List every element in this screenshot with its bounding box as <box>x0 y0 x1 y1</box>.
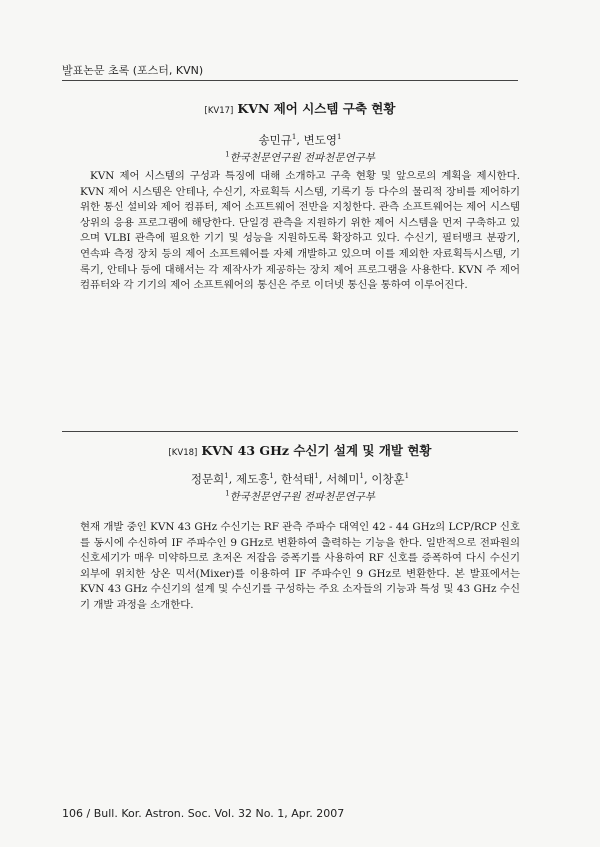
author-affil-mark: 1 <box>224 472 229 481</box>
author-name: 송민규 <box>258 133 292 147</box>
abstract-body: KVN 제어 시스템의 구성과 특징에 대해 소개하고 구축 현황 및 앞으로의 계획을 제시한다. KVN 제어 시스템은 안테나, 수신기, 자료획득 시스템, 기록기 등 다수의 물리적 장비를 제어하기 위한 통신 설비와 제어 컴퓨터, 제어 소프트웨어 전반을 지칭한다. 관측 소프트웨어는 제어 시스템 상위의 응용 프로그램에 해당한다. 단일경 관측을 지원하기 위한 제어 시스템을 먼저 구축하고 있으며 VLBI 관측에 필요한 기기 및 성능을 지원하도록 확장하고 있다. 수신기, 필터뱅크 분광기, 연속파 측정 장치 등의 제어 소프트웨어를 자체 개발하고 있으며 이를 제외한 자료획득시스템, 기록기, 안테나 등에 대해서는 각 제작사가 제공하는 장치 제어 프로그램을 사용한다. KVN 주 제어 컴퓨터와 각 기기의 제어 소프트웨어의 통신은 주로 이더넷 통신을 통하여 이루어진다. <box>80 170 520 292</box>
affiliation <box>80 150 520 165</box>
abstract-code: [KV18] <box>168 448 198 458</box>
author-affil-mark: 1 <box>314 472 319 481</box>
abstract-title <box>80 99 520 117</box>
author-list: 정문희$^1$, 제도흥$^1$, 한석태$^1$, 서혜미$^1$, 이창훈$^1$ <box>190 472 410 486</box>
author-affil-mark: 1 <box>291 133 297 142</box>
abstract-code: [KV17] <box>204 106 234 116</box>
affiliation-name: 한국천문연구원 전파천문연구부 <box>229 152 375 164</box>
affiliation-name: 한국천문연구원 전파천문연구부 <box>229 491 375 503</box>
abstract-body: 현재 개발 중인 KVN 43 GHz 수신기는 RF 관측 주파수 대역인 42 - 44 GHz의 LCP/RCP 신호를 동시에 수신하여 IF 주파수인 9 GHz로 변환하여 출력하는 기능을 한다. 일반적으로 전파원의 신호세기가 매우 미약하므로 초저온 저잡음 증폭기를 사용하여 RF 신호를 증폭하여 다시 수신기 외부에 위치한 상온 믹서(Mixer)를 이용하여 IF 주파수인 9 GHz로 변환한다. 본 발표에서는 KVN 43 GHz 수신기의 설계 및 수신기를 구성하는 주요 소자들의 기능과 특성 및 43 GHz 수신기 개발 과정을 소개한다. <box>80 521 520 611</box>
author-name: 이창훈 <box>371 472 405 486</box>
abstract-title <box>80 441 520 459</box>
author-name: 정문희 <box>190 472 225 486</box>
affiliation-mark: 1 <box>225 150 230 159</box>
author-affil-mark: 1 <box>336 133 342 142</box>
author-affil-mark: 1 <box>404 472 410 481</box>
header-rule <box>62 80 518 81</box>
abstract-kv18 <box>80 441 520 614</box>
author-affil-mark: 1 <box>359 472 364 481</box>
affiliation <box>80 489 520 504</box>
affiliation-mark: 1 <box>225 489 230 498</box>
abstract-kv17 <box>80 99 520 294</box>
section-divider <box>62 431 518 432</box>
author-name: 서혜미 <box>326 472 360 486</box>
abstract-title-text: KVN 43 GHz 수신기 설계 및 개발 현황 <box>201 443 432 458</box>
abstract-title-text: KVN 제어 시스템 구축 현황 <box>237 101 396 116</box>
running-header: 발표논문 초록 (포스터, KVN) <box>62 64 204 77</box>
author-name: 한석태 <box>281 472 315 486</box>
author-name: 제도흥 <box>235 472 270 486</box>
author-list: 송민규$^1$, 변도영$^1$ <box>258 133 342 147</box>
author-affil-mark: 1 <box>269 472 274 481</box>
page-footer: 106 / Bull. Kor. Astron. Soc. Vol. 32 No. 1, Apr. 2007 <box>62 807 345 820</box>
author-name: 변도영 <box>303 133 337 147</box>
